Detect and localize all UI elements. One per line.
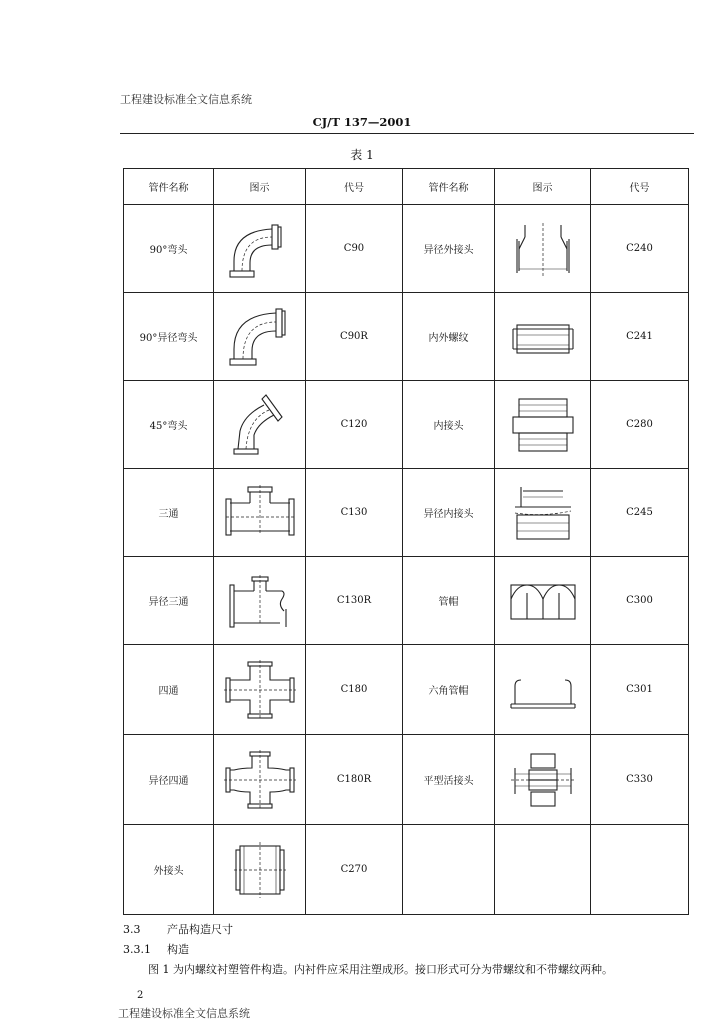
fitting-diagram-cell (214, 469, 306, 557)
section-3-3-1-heading (123, 941, 189, 957)
table-header-row (124, 169, 689, 205)
header-system-name: 工程建设标准全文信息系统 (120, 93, 252, 106)
fittings-table (123, 168, 689, 915)
tee-icon (220, 481, 300, 545)
col-header-code-right: 代号 (591, 169, 689, 205)
fitting-code: C180R (306, 735, 403, 825)
fitting-diagram-cell (214, 293, 306, 381)
table-caption: 表 1 (350, 148, 374, 162)
fitting-code: C300 (591, 557, 689, 645)
fitting-diagram-cell (214, 557, 306, 645)
fitting-diagram-cell (214, 735, 306, 825)
table-row (124, 469, 689, 557)
fitting-name: 内外螺纹 (403, 293, 495, 381)
fitting-diagram-cell (495, 557, 591, 645)
fitting-name: 异径内接头 (403, 469, 495, 557)
reducing-cross-icon (220, 748, 300, 812)
fitting-diagram-cell (495, 469, 591, 557)
col-header-name-right: 管件名称 (403, 169, 495, 205)
table-row (124, 205, 689, 293)
header-rule (120, 133, 694, 134)
union-icon (503, 748, 583, 812)
table-row (124, 735, 689, 825)
fitting-name: 内接头 (403, 381, 495, 469)
fitting-diagram-cell (214, 645, 306, 735)
fitting-name: 四通 (124, 645, 214, 735)
page-number: 2 (137, 990, 144, 1001)
table-row (124, 825, 689, 915)
reducing-elbow-90-icon (220, 305, 300, 369)
fitting-code: C245 (591, 469, 689, 557)
col-header-code-left: 代号 (306, 169, 403, 205)
fitting-code: C240 (591, 205, 689, 293)
fitting-name: 45°弯头 (124, 381, 214, 469)
table-row (124, 645, 689, 735)
bushing-icon (503, 305, 583, 369)
body-paragraph: 图 1 为内螺纹衬塑管件构造。内衬件应采用注塑成形。接口形式可分为带螺纹和不带螺纹两种。 (148, 963, 613, 976)
col-header-diagram-left: 图示 (214, 169, 306, 205)
fitting-name: 外接头 (124, 825, 214, 915)
fitting-code: C130R (306, 557, 403, 645)
hex-nipple-icon (503, 393, 583, 457)
fitting-diagram-cell (495, 735, 591, 825)
elbow-90-icon (220, 217, 300, 281)
footer-system-name: 工程建设标准全文信息系统 (118, 1007, 250, 1020)
table-row (124, 293, 689, 381)
fitting-code: C130 (306, 469, 403, 557)
standard-code: CJ/T 137—2001 (312, 115, 412, 129)
fitting-code: C120 (306, 381, 403, 469)
fitting-name: 平型活接头 (403, 735, 495, 825)
socket-icon (220, 838, 300, 902)
fitting-code: C241 (591, 293, 689, 381)
reducing-socket-icon (503, 217, 583, 281)
elbow-45-icon (220, 393, 300, 457)
empty-cell (591, 825, 689, 915)
cross-icon (220, 658, 300, 722)
fitting-name: 异径四通 (124, 735, 214, 825)
table-row (124, 557, 689, 645)
fitting-diagram-cell (495, 205, 591, 293)
fitting-code: C90 (306, 205, 403, 293)
reducing-nipple-icon (503, 481, 583, 545)
reducing-tee-icon (220, 569, 300, 633)
empty-cell (403, 825, 495, 915)
fitting-name: 异径三通 (124, 557, 214, 645)
table-row (124, 381, 689, 469)
fitting-code: C330 (591, 735, 689, 825)
section-title: 构造 (167, 943, 189, 956)
fitting-diagram-cell (214, 825, 306, 915)
section-number: 3.3 (123, 923, 141, 936)
fitting-name: 六角管帽 (403, 645, 495, 735)
col-header-diagram-right: 图示 (495, 169, 591, 205)
cap-icon (503, 569, 583, 633)
section-title: 产品构造尺寸 (167, 923, 233, 936)
fitting-name: 异径外接头 (403, 205, 495, 293)
section-number: 3.3.1 (123, 943, 151, 956)
empty-cell (495, 825, 591, 915)
fitting-diagram-cell (495, 381, 591, 469)
fitting-name: 90°异径弯头 (124, 293, 214, 381)
fitting-code: C270 (306, 825, 403, 915)
fitting-diagram-cell (495, 293, 591, 381)
fitting-diagram-cell (214, 205, 306, 293)
fitting-code: C180 (306, 645, 403, 735)
fitting-name: 管帽 (403, 557, 495, 645)
fitting-diagram-cell (495, 645, 591, 735)
hex-cap-icon (503, 658, 583, 722)
fitting-diagram-cell (214, 381, 306, 469)
fitting-code: C301 (591, 645, 689, 735)
fitting-name: 三通 (124, 469, 214, 557)
section-3-3-heading (123, 921, 233, 937)
fitting-code: C90R (306, 293, 403, 381)
fitting-name: 90°弯头 (124, 205, 214, 293)
col-header-name-left: 管件名称 (124, 169, 214, 205)
fitting-code: C280 (591, 381, 689, 469)
